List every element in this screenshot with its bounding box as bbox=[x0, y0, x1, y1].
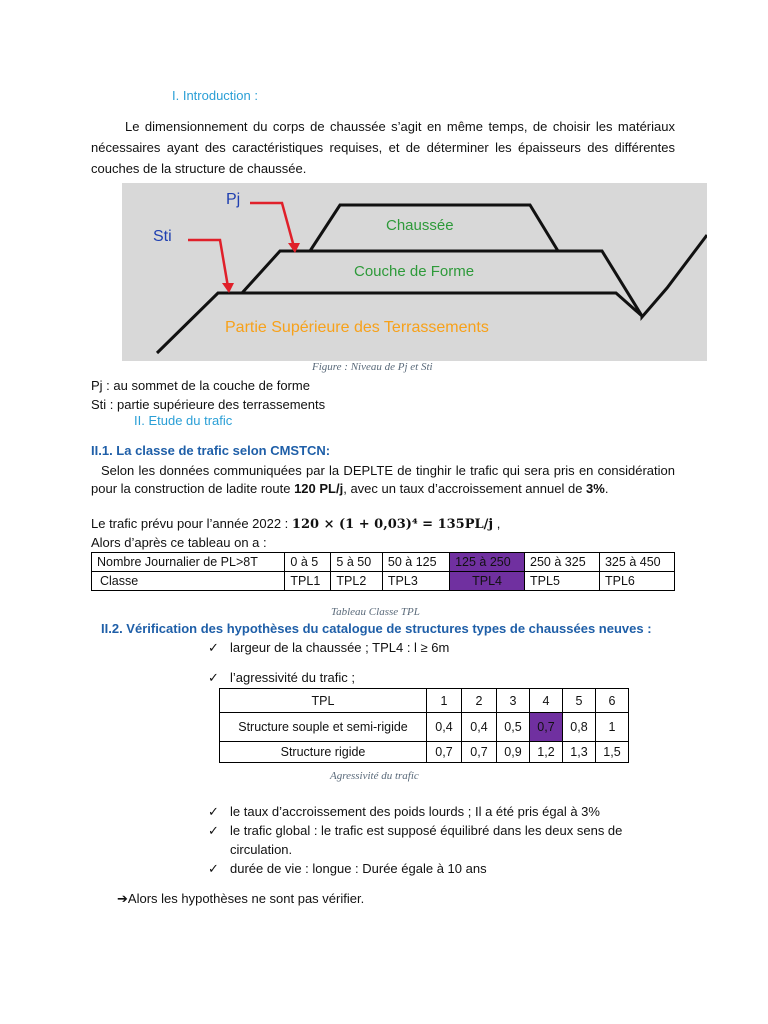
intro-heading: I. Introduction : bbox=[172, 88, 258, 103]
agr-cell: 0,4 bbox=[462, 713, 497, 742]
road-structure-figure bbox=[122, 183, 707, 361]
definition-sti: Sti : partie supérieure des terrassements bbox=[91, 397, 326, 412]
tpl-cell: TPL3 bbox=[382, 572, 449, 591]
verification-heading: II.2. Vérification des hypothèses du catalogue de structures types de chaussées neuves : bbox=[101, 621, 652, 636]
agr-cell: 1,2 bbox=[530, 742, 563, 763]
tpl-cell: TPL2 bbox=[331, 572, 383, 591]
tpl-cell: TPL5 bbox=[525, 572, 600, 591]
agr-cell: 0,7 bbox=[462, 742, 497, 763]
bullet-trafic-global-cont: circulation. bbox=[230, 842, 293, 857]
check-icon: ✓ bbox=[208, 823, 219, 838]
tpl-cell: 250 à 325 bbox=[525, 553, 600, 572]
tpl-cell: TPL6 bbox=[599, 572, 674, 591]
agr-cell: 1 bbox=[596, 713, 629, 742]
agr-cell-highlighted: 0,7 bbox=[530, 713, 563, 742]
tpl-cell: Nombre Journalier de PL>8T bbox=[92, 553, 285, 572]
check-icon: ✓ bbox=[208, 670, 219, 685]
agr-cell: 4 bbox=[530, 689, 563, 713]
tpl-cell-highlighted: 125 à 250 bbox=[450, 553, 525, 572]
agr-cell: 0,8 bbox=[563, 713, 596, 742]
agr-row-souple bbox=[220, 713, 629, 742]
tpl-cell: 5 à 50 bbox=[331, 553, 383, 572]
agr-row-rigide bbox=[220, 742, 629, 763]
agr-cell: 0,7 bbox=[427, 742, 462, 763]
tpl-cell: 325 à 450 bbox=[599, 553, 674, 572]
agr-row-header bbox=[220, 689, 629, 713]
agr-cell: 1 bbox=[427, 689, 462, 713]
conclusion: ➔Alors les hypothèses ne sont pas vérifier. bbox=[117, 891, 365, 906]
agr-cell: 6 bbox=[596, 689, 629, 713]
agr-cell: 0,9 bbox=[497, 742, 530, 763]
tpl-cell: 50 à 125 bbox=[382, 553, 449, 572]
definition-pj: Pj : au sommet de la couche de forme bbox=[91, 378, 310, 393]
check-icon: ✓ bbox=[208, 861, 219, 876]
couche-forme-label: Couche de Forme bbox=[354, 263, 475, 280]
tpl-cell: TPL1 bbox=[285, 572, 331, 591]
terrassement-label: Partie Supérieure des Terrassements bbox=[225, 319, 489, 336]
tpl-table-row-range bbox=[92, 553, 675, 572]
bullet-duree: ✓ durée de vie : longue : Durée égale à 10 ans bbox=[208, 861, 487, 876]
agressivite-table bbox=[219, 688, 629, 763]
agr-cell: 1,3 bbox=[563, 742, 596, 763]
agr-cell: 1,5 bbox=[596, 742, 629, 763]
trafic-subheading: II.1. La classe de trafic selon CMSTCN: bbox=[91, 443, 331, 458]
tpl-table-row-class bbox=[92, 572, 675, 591]
tpl-cell-highlighted: TPL4 bbox=[450, 572, 525, 591]
chaussee-label: Chaussée bbox=[386, 217, 454, 234]
bullet-largeur: ✓ largeur de la chaussée ; TPL4 : l ≥ 6m bbox=[208, 640, 450, 655]
agr-cell: Structure rigide bbox=[220, 742, 427, 763]
agr-cell: 5 bbox=[563, 689, 596, 713]
tpl-cell: 0 à 5 bbox=[285, 553, 331, 572]
tpl-class-table bbox=[91, 552, 675, 591]
agr-cell: 2 bbox=[462, 689, 497, 713]
agr-cell: Structure souple et semi-rigide bbox=[220, 713, 427, 742]
agr-cell: TPL bbox=[220, 689, 427, 713]
pj-label: Pj bbox=[226, 191, 241, 208]
bullet-trafic-global: ✓ le trafic global : le trafic est supposé équilibré dans les deux sens de bbox=[208, 823, 623, 838]
trafic-formula: 120 × (1 + 0,03)⁴ = 135PL/j bbox=[291, 517, 494, 532]
agr-cell: 0,4 bbox=[427, 713, 462, 742]
bullet-agressivite: ✓ l’agressivité du trafic ; bbox=[208, 670, 355, 685]
sti-label: Sti bbox=[153, 228, 172, 245]
figure-caption: Figure : Niveau de Pj et Sti bbox=[312, 361, 433, 373]
intro-paragraph: Le dimensionnement du corps de chaussée s’agit en même temps, de choisir les matériaux nécessaires ayant des caractéristiques requises, et de déterminer les épaisseurs des différentes couches de la structure de chaussée. bbox=[91, 119, 675, 176]
check-icon: ✓ bbox=[208, 804, 219, 819]
arrow-right-icon: ➔ bbox=[117, 891, 128, 906]
table-intro: Alors d’après ce tableau on a : bbox=[91, 535, 267, 550]
agr-cell: 3 bbox=[497, 689, 530, 713]
trafic-prevision: Le trafic prévu pour l’année 2022 : 120 × (1 + 0,03)⁴ = 135PL/j , bbox=[91, 516, 501, 532]
agr-cell: 0,5 bbox=[497, 713, 530, 742]
trafic-paragraph: Selon les données communiquées par la DEPLTE de tinghir le trafic qui sera pris en considération pour la construction de ladite route 120 PL/j, avec un taux d’accroissement annuel de 3%. bbox=[91, 463, 675, 496]
bullet-taux: ✓ le taux d’accroissement des poids lourds ; Il a été pris égal à 3% bbox=[208, 804, 600, 819]
agr-table-caption: Agressivité du trafic bbox=[330, 770, 419, 782]
trafic-heading: II. Etude du trafic bbox=[134, 413, 233, 428]
tpl-cell: Classe bbox=[92, 572, 285, 591]
check-icon: ✓ bbox=[208, 640, 219, 655]
tpl-table-caption: Tableau Classe TPL bbox=[331, 606, 420, 618]
